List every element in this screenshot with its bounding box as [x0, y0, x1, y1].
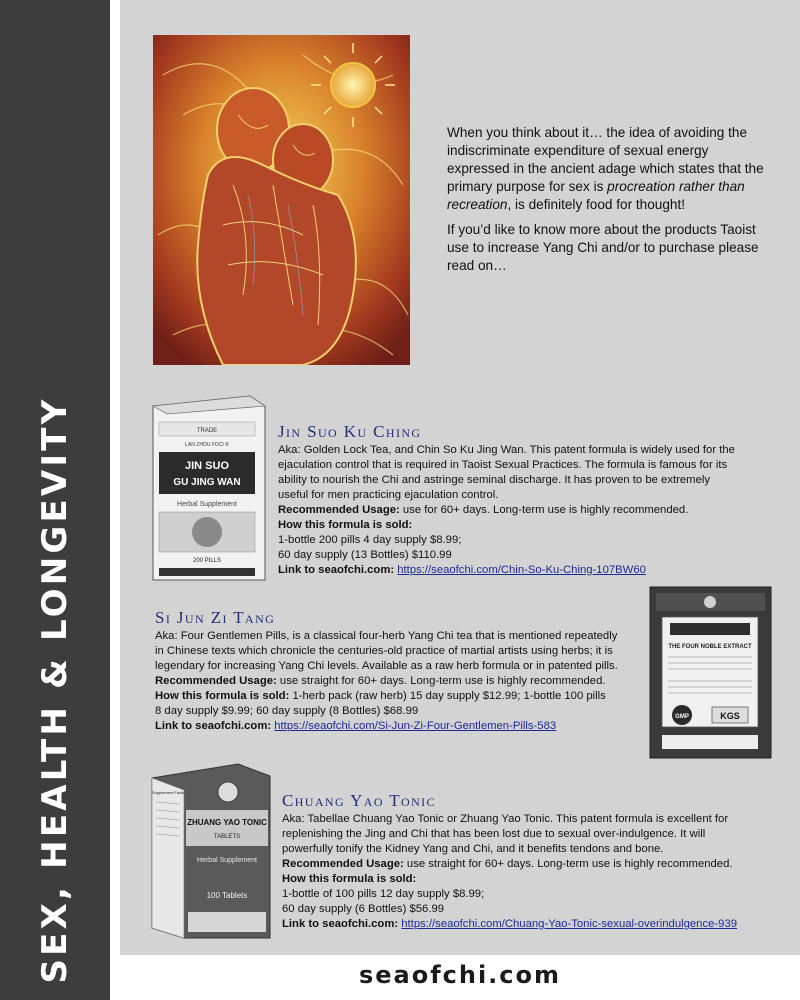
chuang-yao-usage: [282, 857, 762, 872]
si-jun-zi-price-line: 8 day supply $9.99; 60 day supply (8 Bottles) $68.99: [155, 705, 419, 717]
si-jun-zi-sold-label: How this formula is sold:: [155, 690, 290, 702]
chuang-yao-heading: Chuang Yao Tonic: [282, 791, 436, 810]
si-jun-zi-product-link[interactable]: https://seaofchi.com/Si-Jun-Zi-Four-Gentlemen-Pills-583: [274, 720, 557, 732]
si-jun-zi-gmp-badge: GMP: [675, 714, 689, 720]
intro-paragraph-1-end: , is definitely food for thought!: [507, 197, 686, 212]
sidebar-title: SEX, HEALTH & LONGEVITY: [35, 396, 75, 984]
jin-suo-heading: Jin Suo Ku Ching: [278, 422, 422, 441]
intro-text: [447, 124, 767, 282]
chuang-yao-section: [282, 793, 762, 932]
chuang-yao-box-facts: Supplement Facts: [151, 790, 185, 795]
si-jun-zi-heading: Si Jun Zi Tang: [155, 608, 276, 627]
jin-suo-box-count: 200 PILLS: [192, 558, 222, 564]
si-jun-zi-sold: [155, 689, 645, 704]
jin-suo-usage-label: Recommended Usage:: [278, 504, 400, 516]
chuang-yao-box-name: ZHUANG YAO TONIC: [187, 818, 267, 827]
chuang-yao-price-line: 1-bottle of 100 pills 12 day supply $8.99;: [282, 888, 485, 900]
jin-suo-sold-label: How this formula is sold:: [278, 519, 413, 531]
si-jun-zi-description-line: legendary for increasing Yang Chi levels. Available as a raw herb formula or in patented pills.: [155, 660, 618, 672]
chuang-yao-usage-text: use straight for 60+ days. Long-term use is highly recommended.: [403, 858, 733, 870]
artwork-embracing-figures-image: [153, 35, 410, 365]
chuang-yao-product-link[interactable]: https://seaofchi.com/Chuang-Yao-Tonic-sexual-overindulgence-939: [401, 918, 738, 930]
jin-suo-description-line: ability to nourish the Chi and astringe seminal discharge. It has proven to be extremely: [278, 474, 711, 486]
jin-suo-usage: [278, 503, 758, 518]
si-jun-zi-description-line: Aka: Four Gentlemen Pills, is a classical four-herb Yang Chi tea that is mentioned repeatedly: [155, 630, 618, 642]
si-jun-zi-box-title: THE FOUR NOBLE EXTRACT: [668, 644, 752, 650]
jin-suo-link-label: Link to seaofchi.com:: [278, 564, 395, 576]
jin-suo-link-row: [278, 563, 758, 578]
chuang-yao-box-count: 100 Tablets: [206, 891, 248, 900]
jin-suo-box-subtitle: Herbal Supplement: [177, 501, 237, 508]
jin-suo-description-line: useful for men practicing ejaculation control.: [278, 489, 499, 501]
footer: [120, 955, 800, 1000]
intro-paragraph-1-start: When you think about it… the idea of avoiding the indiscriminate expenditure of sexual energy expressed in the ancient adage which states that the primary purpose for sex is: [447, 125, 764, 194]
si-jun-zi-kgs-badge: KGS: [720, 711, 740, 721]
jin-suo-section: [278, 424, 758, 578]
si-jun-zi-description-line: in Chinese texts which chronicle the centuries-old practice of martial artists using herbs; it is: [155, 645, 613, 657]
jin-suo-price-line: 1-bottle 200 pills 4 day supply $8.99;: [278, 534, 462, 546]
jin-suo-description-line: Aka: Golden Lock Tea, and Chin So Ku Jing Wan. This patent formula is widely used for the: [278, 444, 735, 456]
jin-suo-product-link[interactable]: https://seaofchi.com/Chin-So-Ku-Ching-107BW60: [397, 564, 646, 576]
jin-suo-box-name-line-2: GU JING WAN: [173, 477, 241, 488]
footer-brand: seaofchi.com: [358, 961, 562, 989]
sidebar: [0, 0, 110, 1000]
intro-paragraph-2: If you’d like to know more about the products Taoist use to increase Yang Chi and/or to purchase please read on…: [447, 222, 759, 273]
jin-suo-product-box-image: [145, 392, 267, 582]
intro-paragraph-1-emphasis: procreation rather than recreation: [447, 179, 745, 212]
si-jun-zi-usage: [155, 674, 645, 689]
jin-suo-description-line: ejaculation control that is required in Taoist Sexual Practices. The formula is famous for its: [278, 459, 728, 471]
chuang-yao-box-subtitle: Herbal Supplement: [197, 857, 257, 864]
chuang-yao-description-line: powerfully tonify the Kidney Yang and Chi, and it benefits tendons and bone.: [282, 843, 664, 855]
chuang-yao-usage-label: Recommended Usage:: [282, 858, 404, 870]
si-jun-zi-product-box-image: [648, 585, 773, 760]
jin-suo-box-trade-text: TRADE: [196, 428, 218, 434]
chuang-yao-description-line: replenishing the Jing and Chi that has been lost due to sexual over-indulgence. It will: [282, 828, 706, 840]
si-jun-zi-link-label: Link to seaofchi.com:: [155, 720, 272, 732]
jin-suo-usage-text: use for 60+ days. Long-term use is highly recommended.: [399, 504, 689, 516]
jin-suo-price-line: 60 day supply (13 Bottles) $110.99: [278, 549, 452, 561]
jin-suo-box-brand-text: LAN ZHOU FOCI ®: [185, 442, 229, 448]
chuang-yao-product-box-image: [148, 760, 273, 940]
si-jun-zi-usage-label: Recommended Usage:: [155, 675, 277, 687]
intro-paragraph-1: [447, 124, 767, 214]
si-jun-zi-usage-text: use straight for 60+ days. Long-term use is highly recommended.: [276, 675, 606, 687]
chuang-yao-link-row: [282, 917, 762, 932]
chuang-yao-description-line: Aka: Tabellae Chuang Yao Tonic or Zhuang Yao Tonic. This patent formula is excellent for: [282, 813, 729, 825]
sidebar-gap: [110, 0, 120, 1000]
chuang-yao-price-line: 60 day supply (6 Bottles) $56.99: [282, 903, 445, 915]
chuang-yao-sold-label: How this formula is sold:: [282, 873, 417, 885]
jin-suo-box-name-line-1: JIN SUO: [184, 460, 230, 472]
chuang-yao-link-label: Link to seaofchi.com:: [282, 918, 399, 930]
si-jun-zi-section: [155, 610, 645, 734]
si-jun-zi-link-row: [155, 719, 645, 734]
si-jun-zi-sold-text: 1-herb pack (raw herb) 15 day supply $12.99; 1-bottle 100 pills: [289, 690, 606, 702]
chuang-yao-box-tablets: TABLETS: [213, 834, 241, 840]
